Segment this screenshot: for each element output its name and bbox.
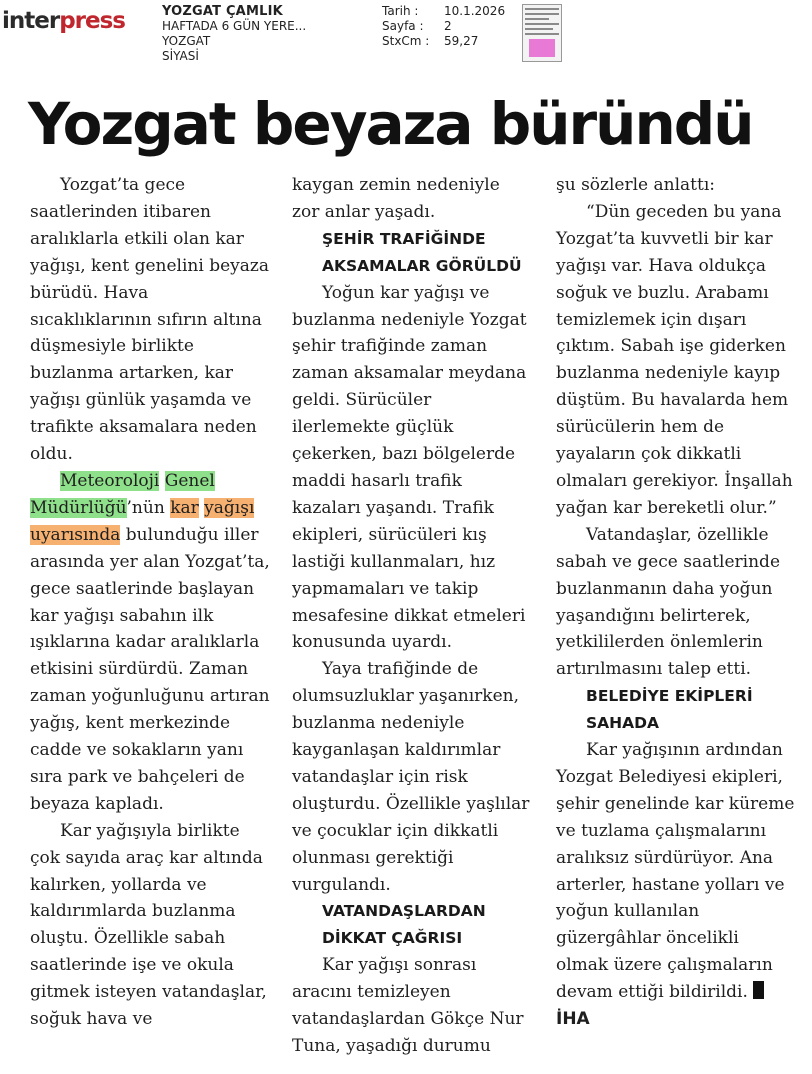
subheading: VATANDAŞLARDAN DİKKAT ÇAĞRISI (322, 902, 486, 948)
quote-paragraph: “Dün geceden bu yana Yozgat’ta kuvvetli bir kar yağışı var. Hava oldukça soğuk ve buzlu. Arabamı temizlemek için dışarı çıktım. Sabah işe giderken buzlanma nedeniyle kayıp düştüm. Bu havalarda hem sürücülerin hem de yayaların çok dikkatli olmaları gerekiyor. İnşallah yağan kar bereketli olur.” (556, 201, 793, 518)
agency-credit: İHA (556, 1009, 590, 1030)
paragraph: Yoğun kar yağışı ve buzlanma nedeniyle Yozgat şehir trafiğinde zaman zaman aksamalar meydana geldi. Sürücüler ilerlemekte güçlük çekerken, bazı bölgelerde maddi hasarlı trafik kazaları yaşandı. Trafik ekipleri, sürücüleri kış lastiği kullanmaları, hız yapmamaları ve takip mesafesine dikkat etmeleri konusunda uyardı. (292, 282, 527, 653)
page-value: 2 (444, 19, 452, 33)
page-row: Sayfa : 2 (382, 19, 452, 33)
paragraph-highlighted: Meteoroloji Genel Müdürlüğü’nün kar yağışı uyarısında bulunduğu iller arasında yer alan Yozgat’ta, gece saatlerinde başlayan kar yağışı sabahın ilk ışıklarına kadar aralıklarla etkisini sürdürdü. Zaman zaman yoğunluğunu artıran yağış, kent merkezinde cadde ve sokakların yanı sıra park ve bahçeleri de beyaza kapladı. (30, 470, 270, 814)
stxcm-value: 59,27 (444, 34, 479, 48)
paragraph: şu sözlerle anlattı: (556, 175, 716, 195)
clipping-header (0, 0, 812, 70)
highlight-keyword: Müdürlüğü (30, 497, 127, 518)
paragraph: Yozgat’ta gece saatlerinden itibaren aralıklarla etkili olan kar yağışı, kent genelini beyaza bürüdü. Hava sıcaklıklarının sıfırın altına düşmesiyle birlikte buzlanma artarken, kar yağışı günlük yaşamda ve trafikte aksamalara neden oldu. (30, 175, 269, 465)
paragraph: Vatandaşlar, özellikle sabah ve gece saatlerinde buzlanmanın daha yoğun yaşandığını belirterek, yetkililerden önlemlerin artırılmasını talep etti. (556, 524, 781, 680)
stxcm-row: StxCm : 59,27 (382, 34, 479, 48)
date-row: Tarih : 10.1.2026 (382, 4, 506, 18)
subheading: BELEDİYE EKİPLERİ SAHADA (586, 687, 753, 733)
category-label: SİYASİ (162, 49, 199, 63)
end-mark-icon (753, 981, 764, 999)
paragraph: Kar yağışı sonrası aracını temizleyen vatandaşlardan Gökçe Nur Tuna, yaşadığı durumu (292, 955, 524, 1056)
highlight-keyword: Meteoroloji (60, 470, 160, 491)
paragraph-final: Kar yağışının ardından Yozgat Belediyesi ekipleri, şehir genelinde kar küreme ve tuzlama çalışmalarını aralıksız sürdürüyor. Ana arterler, hastane yolları ve yoğun kullanılan güzergâhlar öncelikli olmak üzere çalışmaların devam ettiği bildirildi. İHA (556, 740, 795, 1030)
paragraph: Yaya trafiğinde de olumsuzluklar yaşanırken, buzlanma nedeniyle kayganlaşan kaldırımlar vatandaşlar için risk oluşturdu. Özellikle yaşlılar ve çocuklar için dikkatli olunması gerektiği vurgulandı. (292, 659, 530, 895)
highlight-keyword: Genel (164, 470, 215, 491)
date-value: 10.1.2026 (444, 4, 506, 18)
article-column-1 (30, 172, 272, 1033)
paragraph: Kar yağışıyla birlikte çok sayıda araç kar altında kalırken, yollarda ve kaldırımlarda buzlanma oluştu. Özellikle sabah saatlerinde işe ve okula gitmek isteyen vatandaşlar, soğuk hava ve (30, 820, 267, 1030)
subheading: ŞEHİR TRAFİĞİNDE AKSAMALAR GÖRÜLDÜ (322, 229, 522, 275)
city-label: YOZGAT (162, 34, 211, 48)
publication-name: YOZGAT ÇAMLIK (162, 4, 283, 19)
article-slug: HAFTADA 6 GÜN YERE... (162, 19, 307, 33)
paragraph: kaygan zemin nedeniyle zor anlar yaşadı. (292, 175, 500, 222)
article-column-2 (292, 172, 532, 1060)
highlight-keyword: uyarısında (30, 524, 121, 545)
page-thumbnail[interactable] (522, 4, 562, 62)
article-column-3 (556, 172, 796, 1033)
highlighted-article-marker (529, 39, 555, 57)
interpress-logo: interpress (2, 8, 125, 34)
clipping-source (162, 4, 306, 64)
highlight-keyword: yağışı (204, 497, 255, 518)
headline: Yozgat beyaza büründü (28, 90, 753, 158)
highlight-keyword: kar (170, 497, 199, 518)
clipping-meta (382, 4, 505, 49)
